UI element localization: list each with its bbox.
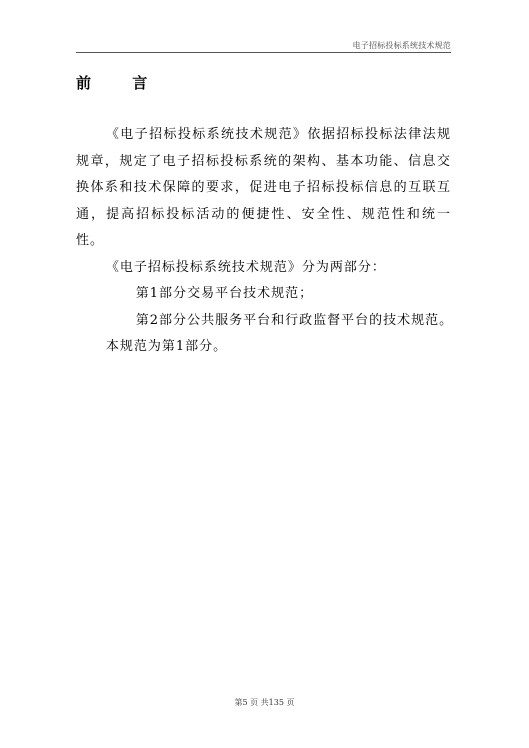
part-2-label: 第2部分 — [135, 312, 188, 328]
page-number: 第5 页 共135 页 — [234, 698, 295, 707]
part-1-text: 交易平台技术规范； — [187, 286, 314, 301]
paragraph-purpose: 《电子招标投标系统技术规范》依据招标投标法律法规规章，规定了电子招标投标系统的架构、基本功能、信息交换体系和技术保障的要求，促进电子招标投标信息的互联互通，提高招标投标活动的便捷性、安全性、规范性和统一性。 — [76, 127, 451, 248]
body-text — [76, 122, 454, 361]
running-header: 电子招标投标系统技术规范 — [352, 41, 451, 50]
header-rule — [76, 52, 451, 53]
part-1-label: 第1部分 — [135, 286, 188, 301]
part-2-text: 公共服务平台和行政监督平台的技术规范。 — [187, 312, 454, 328]
part-1-line — [76, 281, 451, 308]
section-title: 前 言 — [76, 74, 166, 92]
paragraph-structure: 《电子招标投标系统技术规范》分为两部分： — [105, 259, 386, 275]
part-2-line — [76, 308, 454, 335]
paragraph-scope: 本规范为第1部分。 — [105, 339, 228, 354]
